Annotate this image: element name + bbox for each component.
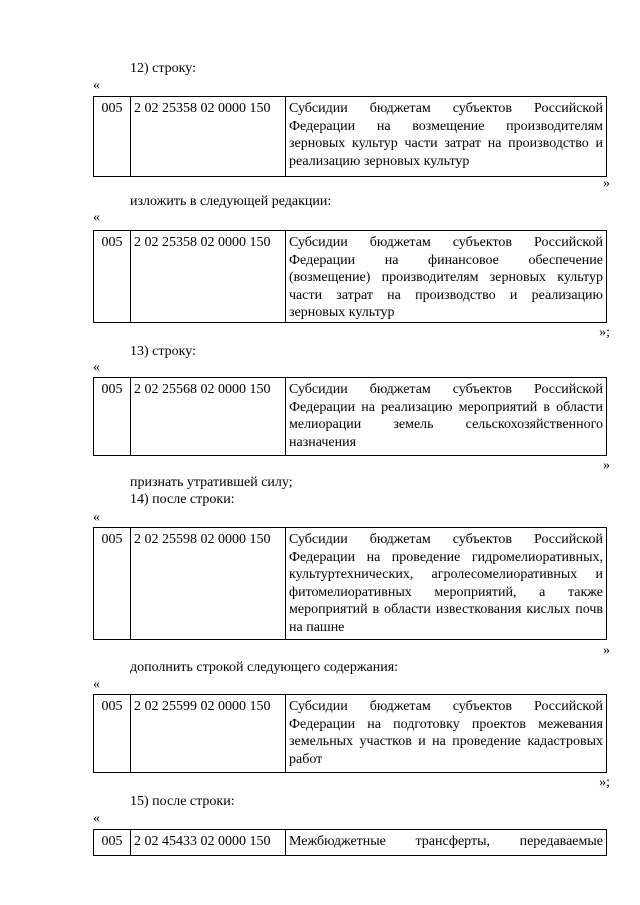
admin-code-cell: 005 [94,97,131,177]
instruction-text: признать утратившей силу; [130,475,293,490]
close-quote: »; [599,775,610,790]
budget-row [93,230,607,323]
kbk-code-cell: 2 02 25358 02 0000 150 [131,97,286,177]
instruction-text: дополнить строкой следующего содержания: [130,660,399,675]
open-quote: « [93,360,100,375]
close-quote: »; [599,325,610,340]
description-cell: Межбюджетные трансферты, передаваемые [286,830,607,856]
open-quote: « [93,811,100,826]
description-cell: Субсидии бюджетам субъектов Российской Федерации на подготовку проектов межевания земельных участков и на проведение кадастровых работ [286,695,607,773]
close-quote: » [603,643,610,658]
admin-code-cell: 005 [94,830,131,856]
kbk-code-cell: 2 02 25598 02 0000 150 [131,528,286,640]
budget-row [93,829,607,856]
item-15-heading: 15) после строки: [130,794,235,809]
open-quote: « [93,510,100,525]
description-cell: Субсидии бюджетам субъектов Российской Федерации на возмещение производителям зерновых культур части затрат на производство и реализацию зерновых культур [286,97,607,177]
close-quote: » [603,176,610,191]
budget-row [93,377,607,456]
admin-code-cell: 005 [94,378,131,456]
kbk-code-cell: 2 02 25568 02 0000 150 [131,378,286,456]
admin-code-cell: 005 [94,528,131,640]
kbk-code-cell: 2 02 25599 02 0000 150 [131,695,286,773]
open-quote: « [93,78,100,93]
item-14-heading: 14) после строки: [130,492,235,507]
item-13-heading: 13) строку: [130,344,196,359]
kbk-code-cell: 2 02 25358 02 0000 150 [131,231,286,323]
description-cell: Субсидии бюджетам субъектов Российской Федерации на финансовое обеспечение (возмещение) производителям зерновых культур части затрат на производство и реализацию зерновых культур [286,231,607,323]
budget-row [93,527,607,640]
admin-code-cell: 005 [94,231,131,323]
description-cell: Субсидии бюджетам субъектов Российской Федерации на реализацию мероприятий в области мелиорации земель сельскохозяйственного назначения [286,378,607,456]
open-quote: « [93,210,100,225]
budget-row [93,96,607,177]
item-12-heading: 12) строку: [130,61,196,76]
open-quote: « [93,677,100,692]
instruction-text: изложить в следующей редакции: [130,194,332,209]
description-cell: Субсидии бюджетам субъектов Российской Федерации на проведение гидромелиоративных, культуртехнических, агролесомелиоративных и фитомелиоративных мероприятий, а также мероприятий в области известкования кислых почв на пашне [286,528,607,640]
budget-row [93,694,607,773]
close-quote: » [603,458,610,473]
kbk-code-cell: 2 02 45433 02 0000 150 [131,830,286,856]
admin-code-cell: 005 [94,695,131,773]
